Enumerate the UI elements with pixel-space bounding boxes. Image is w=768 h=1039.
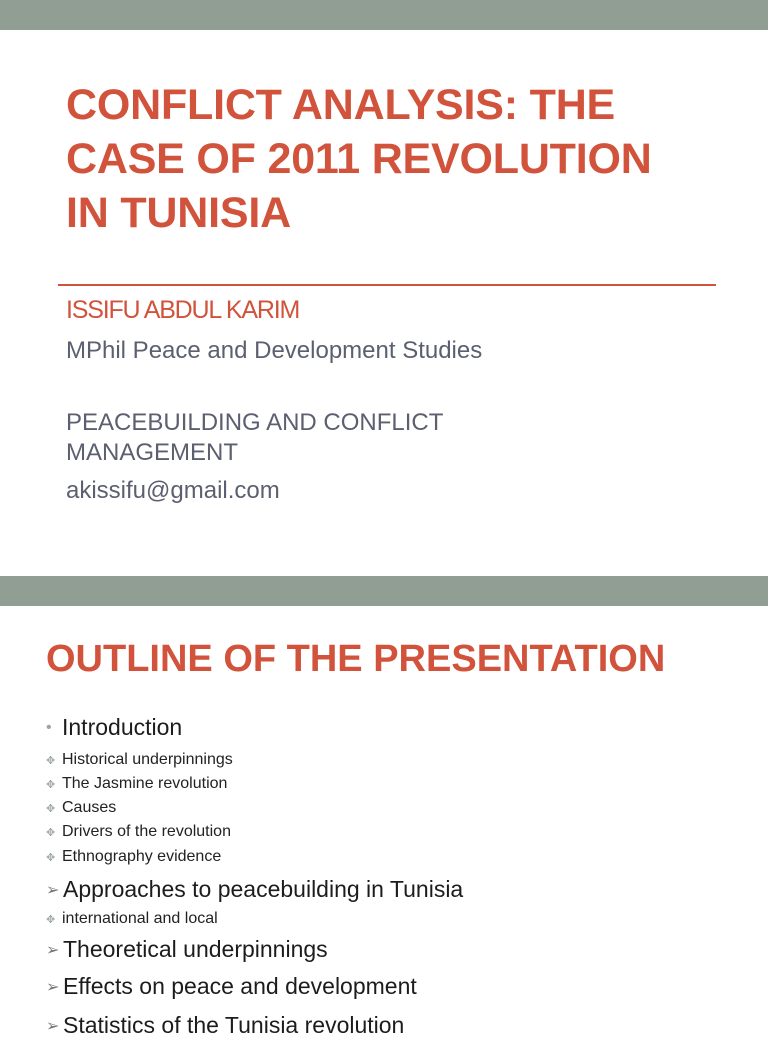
title-line: CASE OF 2011 REVOLUTION [66, 135, 652, 183]
list-item [46, 775, 227, 793]
title-line: IN TUNISIA [66, 189, 291, 237]
top-bar [0, 0, 768, 30]
email-link[interactable]: akissifu@gmail.com [66, 477, 280, 504]
title-slide [0, 30, 768, 576]
author-name: ISSIFU ABDUL KARIM [66, 296, 300, 324]
list-item [46, 751, 233, 769]
list-item-text: The Jasmine revolution [62, 775, 228, 792]
bullet-icon: • [46, 718, 52, 736]
list-item [46, 1012, 404, 1039]
list-item-text: Statistics of the Tunisia revolution [63, 1012, 405, 1038]
degree-text: MPhil Peace and Development Studies [66, 337, 483, 364]
list-item-text: international and local [62, 910, 218, 927]
arrow-bullet-icon: ➢ [46, 881, 60, 899]
list-item-text: Approaches to peacebuilding in Tunisia [63, 876, 464, 902]
list-item [46, 714, 182, 741]
slide-title [66, 78, 716, 240]
arrow-bullet-icon: ➢ [46, 941, 60, 959]
slide-title: OUTLINE OF THE PRESENTATION [46, 638, 666, 680]
list-item [46, 799, 116, 817]
list-item-text: Ethnography evidence [62, 848, 222, 865]
diamond-bullet-icon: ✥ [46, 778, 56, 791]
list-item-text: Historical underpinnings [62, 751, 233, 768]
outline-slide [0, 606, 768, 1038]
title-divider [58, 284, 716, 286]
list-item-text: Theoretical underpinnings [63, 936, 328, 962]
arrow-bullet-icon: ➢ [46, 1017, 60, 1035]
diamond-bullet-icon: ✥ [46, 913, 56, 926]
list-item-text: Introduction [62, 714, 183, 740]
diamond-bullet-icon: ✥ [46, 826, 56, 839]
list-item-text: Causes [62, 799, 117, 816]
list-item [46, 876, 463, 903]
diamond-bullet-icon: ✥ [46, 802, 56, 815]
diamond-bullet-icon: ✥ [46, 754, 56, 767]
list-item-text: Effects on peace and development [63, 973, 417, 999]
title-line: CONFLICT ANALYSIS: THE [66, 81, 616, 129]
list-item [46, 936, 328, 963]
list-item [46, 973, 417, 1000]
course-line: PEACEBUILDING AND CONFLICT [66, 409, 444, 436]
list-item-text: Drivers of the revolution [62, 823, 231, 840]
slide-separator-bar [0, 576, 768, 606]
arrow-bullet-icon: ➢ [46, 978, 60, 996]
diamond-bullet-icon: ✥ [46, 851, 56, 864]
course-line: MANAGEMENT [66, 439, 239, 466]
list-item [46, 848, 221, 866]
list-item [46, 910, 218, 928]
list-item [46, 823, 231, 841]
